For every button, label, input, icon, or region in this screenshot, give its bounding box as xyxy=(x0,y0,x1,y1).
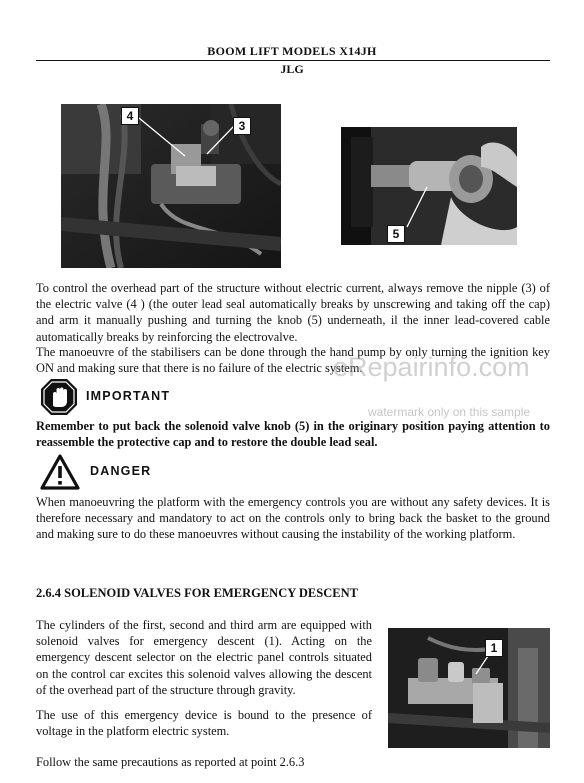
callout-label: 3 xyxy=(233,117,251,135)
callout-label: 5 xyxy=(387,225,405,243)
important-label: IMPORTANT xyxy=(86,389,171,403)
header-divider xyxy=(36,60,550,61)
watermark: eRepairinfo.com xyxy=(333,352,530,382)
section-paragraph: The use of this emergency device is bound to the presence of voltage in the platform electric system. xyxy=(36,708,372,739)
photo-solenoid-knob xyxy=(341,127,517,245)
callout-label: 4 xyxy=(121,107,139,125)
warning-triangle-icon xyxy=(40,454,80,490)
danger-label: DANGER xyxy=(90,464,152,478)
photo-emergency-solenoid-valves-image xyxy=(388,628,550,748)
photo-electric-valve xyxy=(61,104,281,268)
danger-text: When manoeuvring the platform with the emergency controls you are without any safety devices. It is therefore necessary and mandatory to act on the controls only to bring back the basket to the ground and making sure to do these manoeuvres without causing the instability of the working platform. xyxy=(36,495,550,542)
section-paragraph: The cylinders of the first, second and third arm are equipped with solenoid valves for emergency descent (1). Acting on the emergency descent selector on the electric panel controls situated on the control car excites this solenoid valves allowing the descent of the overhead part of the structure through gravity. xyxy=(36,618,372,697)
section-title: 2.6.4 SOLENOID VALVES FOR EMERGENCY DESCENT xyxy=(36,586,358,600)
callout-label: 1 xyxy=(485,639,503,657)
page-subtitle: JLG xyxy=(280,62,304,76)
photo-emergency-solenoid-valves xyxy=(388,628,550,748)
hand-stop-icon xyxy=(40,378,78,416)
watermark-subtext: watermark only on this sample xyxy=(368,405,531,419)
photo-solenoid-knob-image xyxy=(341,127,517,245)
body-paragraph: To control the overhead part of the structure without electric current, always remove the nipple (3) of the electric valve (4 ) (the outer lead seal automatically breaks by unscrewing and taking off the cap) and arm it manually pushing and turning the knob (5) underneath, il the inner lead-covered cable automatically breaks by reinforcing the electrovalve. xyxy=(36,281,550,344)
page-title: BOOM LIFT MODELS X14JH xyxy=(207,44,377,58)
section-paragraph: Follow the same precautions as reported at point 2.6.3 xyxy=(36,755,305,769)
important-text: Remember to put back the solenoid valve knob (5) in the originary position paying attention to reassemble the protective cap and to restore the double lead seal. xyxy=(36,419,550,450)
body-paragraph: The manoeuvre of the stabilisers can be done through the hand pump by only turning the ignition key ON and making sure that there is no failure of the electric system. xyxy=(36,345,550,376)
